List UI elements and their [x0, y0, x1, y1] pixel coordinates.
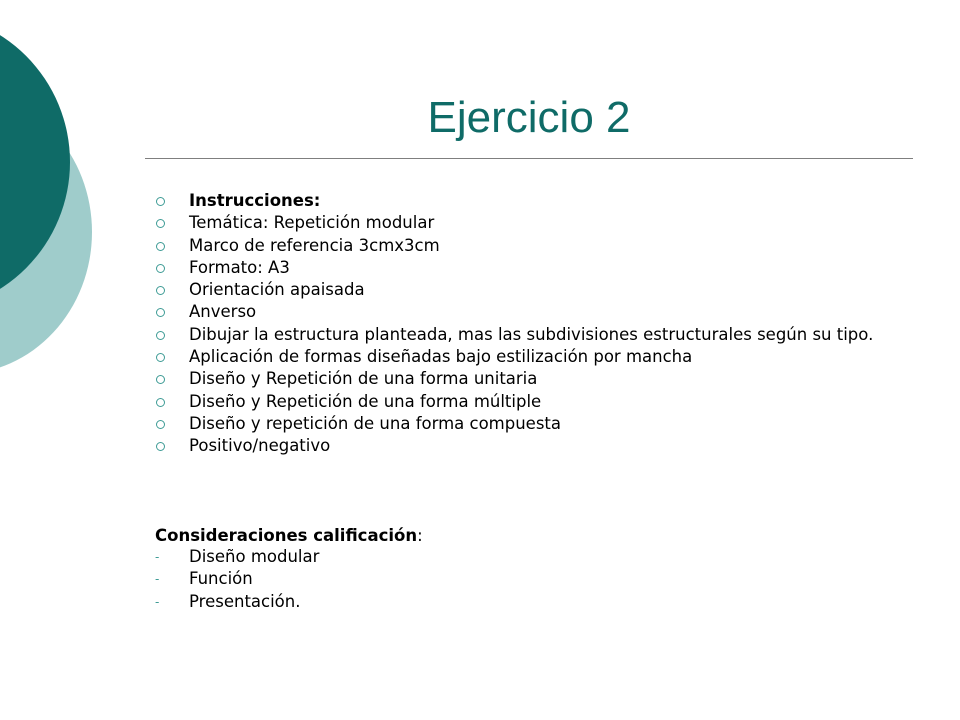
list-item: Formato: A3 — [155, 259, 915, 277]
circle-bullet-icon — [156, 219, 165, 228]
list-item: Positivo/negativo — [155, 437, 915, 455]
list-item: Anverso — [155, 303, 915, 321]
list-item: Marco de referencia 3cmx3cm — [155, 237, 915, 255]
list-item: - Diseño modular — [155, 547, 320, 566]
circle-bullet-icon — [156, 375, 165, 384]
list-item: Diseño y repetición de una forma compuesta — [155, 415, 915, 433]
circle-bullet-icon — [156, 331, 165, 340]
list-item: Orientación apaisada — [155, 281, 915, 299]
considerations-heading: Consideraciones calificación: — [155, 526, 423, 545]
list-item: Diseño y Repetición de una forma unitaria — [155, 370, 915, 388]
considerations-list — [155, 548, 319, 615]
list-item: Diseño y Repetición de una forma múltiple — [155, 393, 915, 411]
list-item: Temática: Repetición modular — [155, 214, 915, 232]
circle-bullet-icon — [156, 242, 165, 251]
circle-bullet-icon — [156, 398, 165, 407]
instruction-list — [155, 192, 915, 460]
list-item: Dibujar la estructura planteada, mas las subdivisiones estructurales según su tipo. — [155, 326, 915, 344]
dash-bullet-icon: - — [155, 572, 160, 587]
dash-bullet-icon: - — [155, 594, 160, 609]
list-item: - Función — [155, 569, 253, 589]
circle-bullet-icon — [156, 442, 165, 451]
decorative-circles — [0, 0, 100, 400]
circle-bullet-icon — [156, 353, 165, 362]
dash-bullet-icon: - — [155, 550, 160, 564]
circle-bullet-icon — [156, 420, 165, 429]
circle-bullet-icon — [156, 286, 165, 295]
list-item: Aplicación de formas diseñadas bajo estilización por mancha — [155, 348, 915, 366]
list-item: Instrucciones: — [155, 192, 915, 210]
title-divider — [145, 158, 913, 159]
slide-title: Ejercicio 2 — [427, 93, 631, 142]
circle-bullet-icon — [156, 264, 165, 273]
circle-bullet-icon — [156, 308, 165, 317]
list-item: - Presentación. — [155, 591, 301, 611]
circle-bullet-icon — [156, 197, 165, 206]
